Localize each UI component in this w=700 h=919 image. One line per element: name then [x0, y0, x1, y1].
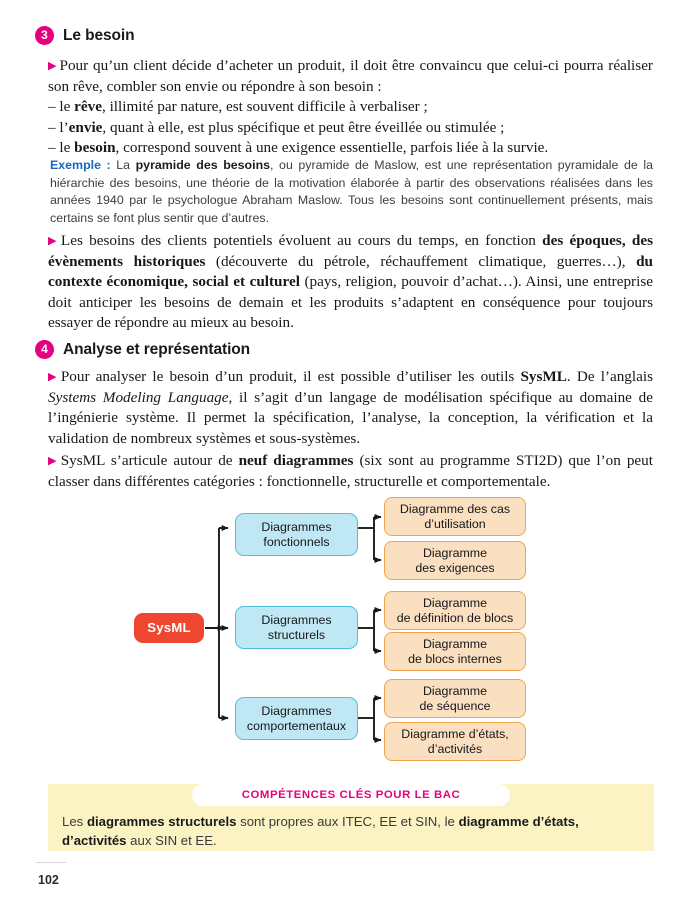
- label-line-2: d’activités: [427, 741, 483, 756]
- key-skills-text: [62, 812, 642, 850]
- section-number-badge-3: 3: [35, 26, 54, 45]
- section-number-badge-4: 4: [35, 340, 54, 359]
- analyse2-text-2: (six sont au programme STI2D) que l’on peut classer dans différentes catégories : fonctionnelle, structurelle et comportementale.: [48, 452, 653, 490]
- section-title-3: Le besoin: [63, 26, 135, 44]
- evolution-text-2: (découverte du pétrole, réchauffement climatique, guerres…),: [205, 252, 637, 270]
- label-line-1: Diagramme: [422, 684, 488, 699]
- exemple-separator: :: [100, 158, 117, 172]
- label-line-2: fonctionnels: [263, 534, 330, 549]
- diagram-node-comportementaux[interactable]: [235, 697, 358, 740]
- diagram-leaf-definition-blocs[interactable]: [384, 591, 526, 630]
- analyse-text-3: , il s’agit d’un langage de modélisation spécifique au domaine de l’ingénierie système. Il permet la spécification, l’analyse, la conception, la vérification et la validation de nombreux systèmes et sous-systèmes.: [48, 388, 653, 447]
- label-line-2: des exigences: [415, 560, 495, 575]
- reve-prefix: – le: [48, 98, 75, 115]
- envie-keyword: envie: [68, 118, 103, 136]
- exemple-text-post: , ou pyramide de Maslow, est une représentation pyramidale de la hiérarchie des besoins, une théorie de la motivation élaborée à partir des observations réalisées dans les années 1940 par le psychologue Abraham Maslow. Tous les besoins sont continuellement présents, mais certains se font plus sentir que d’autres.: [50, 158, 653, 225]
- skills-text-c: sont propres aux ITEC, EE et SIN, le: [236, 814, 459, 829]
- diagram-node-structurels-label: [261, 613, 331, 641]
- page-number: 102: [38, 873, 59, 887]
- diagram-leaf-etats-activites-label: [401, 727, 508, 755]
- label-line-2: d’utilisation: [424, 516, 486, 531]
- bullet-arrow-icon: ▶: [48, 371, 59, 383]
- label-line-1: Diagramme: [422, 546, 488, 561]
- diagram-leaf-blocs-internes[interactable]: [384, 632, 526, 671]
- bullet-arrow-icon: ▶: [48, 60, 58, 72]
- reve-keyword: rêve: [74, 98, 102, 115]
- diagram-leaf-sequence-label: [420, 684, 491, 712]
- besoin-prefix: – le: [48, 139, 75, 156]
- evolution-bold-1: des époques, des évènements historiques: [48, 232, 653, 270]
- label-line-1: Diagrammes: [261, 520, 332, 535]
- besoin-keyword: besoin: [74, 139, 116, 156]
- skills-text-d: aux SIN et EE.: [126, 833, 217, 848]
- label-line-1: Diagramme des cas: [399, 502, 511, 517]
- envie-prefix: – l’: [48, 118, 69, 136]
- evolution-bold-2: du contexte économique, social et culturel: [48, 252, 653, 290]
- besoin-suffix: , correspond souvent à une exigence essentielle, parfois liée à la survie.: [115, 139, 549, 156]
- label-line-2: comportementaux: [246, 718, 347, 733]
- section-title-4: Analyse et représentation: [63, 340, 251, 358]
- diagram-node-fonctionnels-label: [261, 520, 331, 548]
- label-line-2: structurels: [267, 627, 326, 642]
- bullet-arrow-icon: ▶: [48, 455, 59, 467]
- exemple-text-pre: La: [116, 158, 136, 172]
- diagram-leaf-cas-utilisation[interactable]: [384, 497, 526, 536]
- label-line-1: Diagrammes: [261, 704, 332, 719]
- diagram-node-comportementaux-label: [247, 704, 346, 732]
- besoin-lead-text: Pour qu’un client décide d’acheter un produit, il doit être convaincu que celui-ci pourra réaliser son rêve, combler son envie ou répondre à son besoin :: [48, 57, 653, 95]
- diagram-leaf-etats-activites[interactable]: [384, 722, 526, 761]
- exemple-keyword: pyramide des besoins: [135, 158, 271, 172]
- bullet-arrow-icon: ▶: [48, 235, 59, 247]
- reve-suffix: , illimité par nature, est souvent difficile à verbaliser ;: [101, 98, 428, 115]
- envie-suffix: , quant à elle, est plus spécifique et peut être éveillée ou stimulée ;: [102, 118, 505, 136]
- exemple-label: Exemple: [50, 158, 101, 172]
- label-line-1: Diagrammes: [261, 613, 332, 628]
- label-line-1: Diagramme: [422, 637, 488, 652]
- diagram-leaf-exigences-label: [415, 546, 494, 574]
- analyse-text-1: Pour analyser le besoin d’un produit, il est possible d’utiliser les outils: [60, 368, 521, 385]
- key-skills-badge: COMPÉTENCES CLÉS POUR LE BAC: [192, 784, 510, 806]
- diagram-node-structurels[interactable]: [235, 606, 358, 649]
- skills-text-a: Les: [62, 814, 87, 829]
- diagram-leaf-cas-utilisation-label: [400, 502, 510, 530]
- skills-bold-2: diagramme d’états, d’activités: [62, 814, 579, 848]
- label-line-2: de séquence: [419, 698, 491, 713]
- skills-bold-1: diagrammes structurels: [86, 814, 237, 829]
- label-line-2: de blocs internes: [408, 651, 502, 666]
- diagram-leaf-sequence[interactable]: [384, 679, 526, 718]
- label-line-2: de définition de blocs: [396, 610, 514, 625]
- analyse-text-2: . De l’anglais: [566, 368, 653, 385]
- diagram-node-sysml-label: SysML: [147, 619, 191, 635]
- label-line-1: Diagramme d’états,: [401, 727, 509, 742]
- diagram-leaf-blocs-internes-label: [408, 637, 502, 665]
- diagram-node-sysml[interactable]: [134, 613, 204, 643]
- diagram-node-fonctionnels[interactable]: [235, 513, 358, 556]
- neuf-diagrammes-keyword: neuf diagrammes: [238, 452, 354, 469]
- diagram-leaf-definition-blocs-label: [397, 596, 513, 624]
- sysml-keyword: SysML: [520, 368, 567, 385]
- evolution-text-1: Les besoins des clients potentiels évoluent au cours du temps, en fonction: [60, 232, 543, 249]
- evolution-text-3: (pays, religion, pouvoir d’achat…). Ainsi, une entreprise doit anticiper les besoins de demain et les produits s’adaptent en conséquence pour toujours essayer de répondre au mieux au besoin.: [48, 273, 653, 331]
- label-line-1: Diagramme: [422, 596, 488, 611]
- analyse2-text-1: SysML s’articule autour de: [60, 452, 239, 469]
- footer-divider: [36, 862, 66, 863]
- sysml-fullname-italic: Systems Modeling Language: [48, 388, 229, 406]
- diagram-leaf-exigences[interactable]: [384, 541, 526, 580]
